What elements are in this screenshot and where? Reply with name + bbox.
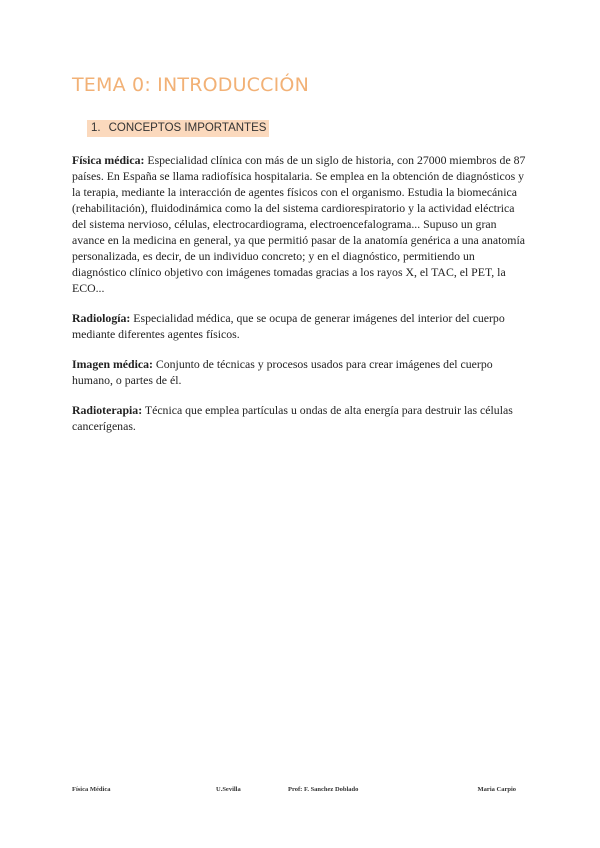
page-title: TEMA 0: INTRODUCCIÓN: [72, 74, 309, 96]
definition-radiologia: [72, 310, 530, 342]
section-number: 1.: [91, 122, 101, 134]
definition-term: Imagen médica:: [72, 357, 153, 371]
definition-term: Radioterapia:: [72, 403, 143, 417]
footer-university: U.Sevilla: [216, 786, 241, 793]
definition-imagen-medica: [72, 356, 530, 388]
definition-text: Especialidad clínica con más de un siglo de historia, con 27000 miembros de 87 países. En España se llama radiofísica hospitalaria. Se emplea en la obtención de diagnósticos y la terapia, mediante la interacción de agentes físicos con el organismo. Estudia la biomecánica (rehabilitación), fluidodinámica como la del sistema cardiorespiratorio y la actividad eléctrica del sistema nervioso, células, electrocardiograma, electroencefalograma... Supuso un gran avance en la medicina en general, ya que permitió pasar de la anatomía genérica a una anatomía personalizada, es decir, de un individuo concreto; y en el diagnóstico, permitiendo un diagnóstico clínico objetivo con imágenes tomadas gracias a los rayos X, el TAC, el PET, la ECO...: [72, 153, 526, 295]
footer-professor: Prof: F. Sanchez Doblado: [288, 786, 359, 793]
definition-term: Radiología:: [72, 311, 131, 325]
definition-radioterapia: [72, 402, 530, 434]
footer-author: Maria Carpio: [477, 786, 516, 793]
definition-text: Especialidad médica, que se ocupa de generar imágenes del interior del cuerpo mediante diferentes agentes físicos.: [72, 311, 505, 341]
document-body: [72, 152, 530, 448]
footer-subject: Física Médica: [72, 786, 111, 793]
definition-text: Conjunto de técnicas y procesos usados para crear imágenes del cuerpo humano, o partes de él.: [72, 357, 493, 387]
definition-term: Física médica:: [72, 153, 145, 167]
section-heading: [87, 120, 269, 137]
section-label: CONCEPTOS IMPORTANTES: [108, 122, 267, 134]
definition-fisica-medica: [72, 152, 530, 296]
definition-text: Técnica que emplea partículas u ondas de alta energía para destruir las células cancerígenas.: [72, 403, 513, 433]
page-footer: [72, 786, 516, 798]
